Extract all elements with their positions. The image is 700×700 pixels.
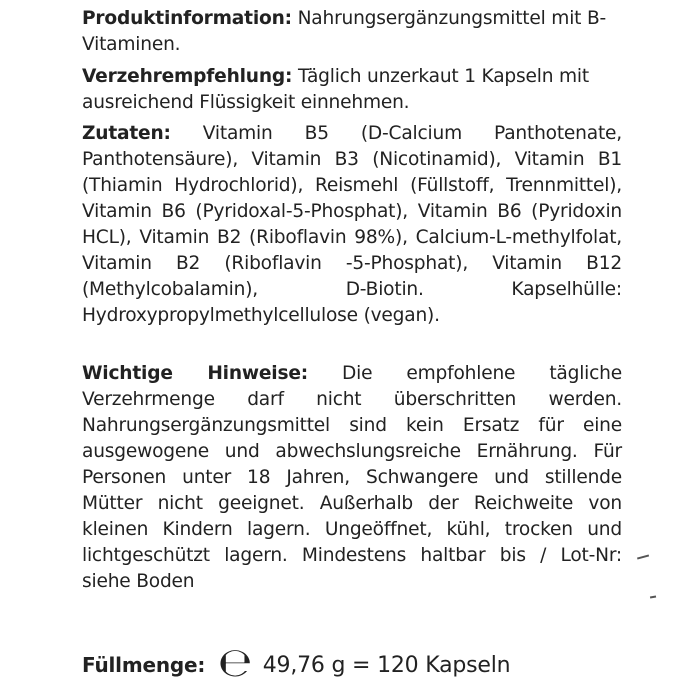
- produktinformation-section: [82, 6, 622, 58]
- produktinformation-text: Nahrungsergänzungsmittel mit B-Vitaminen.: [82, 8, 607, 55]
- stray-dash-mark: [637, 554, 649, 559]
- zutaten-title: Zutaten:: [82, 123, 171, 144]
- verzehrempfehlung-section: [82, 64, 622, 116]
- hinweise-section: [82, 361, 622, 595]
- fuellmenge-row: [82, 640, 511, 686]
- fuellmenge-title: Füllmenge:: [82, 653, 206, 677]
- stray-dash-mark: [650, 595, 656, 598]
- estimated-sign-icon: ℮: [217, 640, 252, 686]
- zutaten-section: [82, 121, 622, 329]
- verzehrempfehlung-title: Verzehrempfehlung:: [82, 66, 293, 87]
- hinweise-title: Wichtige Hinweise:: [82, 363, 308, 384]
- produktinformation-title: Produktinformation:: [82, 8, 292, 29]
- verzehrempfehlung-text: Täglich unzerkaut 1 Kapseln mit ausreichend Flüssigkeit einnehmen.: [82, 66, 589, 113]
- hinweise-text: Die empfohlene tägliche Verzehrmenge darf nicht überschritten werden. Nahrungsergänzungsmittel sind kein Ersatz für eine ausgewogene und abwechslungsreiche Ernährung. Für Personen unter 18 Jahren, Schwangere und stillende Mütter nicht geeignet. Außerhalb der Reichweite von kleinen Kindern lagern. Ungeöffnet, kühl, trocken und lichtgeschützt lagern. Mindestens haltbar bis / Lot-Nr: siehe Boden: [82, 363, 622, 592]
- zutaten-text: Vitamin B5 (D-Calcium Panthotenate, Panthotensäure), Vitamin B3 (Nicotinamid), Vitamin B1 (Thiamin Hydrochlorid), Reismehl (Füllstoff, Trennmittel), Vitamin B6 (Pyridoxal-5-Phosphat), Vitamin B6 (Pyridoxin HCL), Vitamin B2 (Riboflavin 98%), Calcium-L-methylfolat, Vitamin B2 (Riboflavin -5-Phosphat), Vitamin B12 (Methylcobalamin), D-Biotin. Kapselhülle: Hydroxypropylmethylcellulose (vegan).: [82, 123, 622, 326]
- fuellmenge-amount: 49,76 g = 120 Kapseln: [262, 653, 511, 678]
